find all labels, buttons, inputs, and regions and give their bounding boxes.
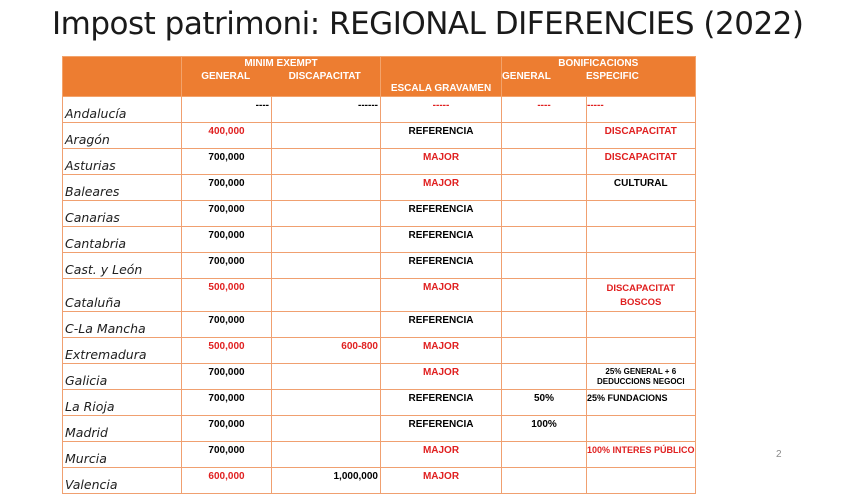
bon-especific-cell [587, 201, 696, 227]
table-row [63, 390, 696, 416]
escala-cell: MAJOR [381, 149, 502, 175]
bon-general-cell [502, 227, 587, 253]
bon-general-cell [502, 123, 587, 149]
region-cell: La Rioja [63, 390, 182, 416]
discapacitat-cell [272, 312, 381, 338]
escala-cell: MAJOR [381, 442, 502, 468]
slide-title: Impost patrimoni: REGIONAL DIFERENCIES (2022) [52, 6, 804, 42]
bon-especific-cell: 25% FUNDACIONS [587, 390, 696, 416]
discapacitat-label: DISCAPACITAT [288, 71, 361, 82]
general-cell: 700,000 [182, 149, 272, 175]
general-cell: 700,000 [182, 175, 272, 201]
bon-especific-cell: 25% GENERAL + 6 DEDUCCIONS NEGOCI [587, 364, 696, 390]
bon-general-cell [502, 468, 587, 494]
general-cell: ---- [182, 97, 272, 123]
general-cell: 700,000 [182, 442, 272, 468]
header-escala: ESCALA GRAVAMEN [381, 57, 502, 97]
region-cell: Galicia [63, 364, 182, 390]
header-region [63, 57, 182, 97]
table-row [63, 175, 696, 201]
general-cell: 500,000 [182, 338, 272, 364]
discapacitat-cell [272, 442, 381, 468]
region-cell: Andalucía [63, 97, 182, 123]
general-cell: 600,000 [182, 468, 272, 494]
bonificacions-label: BONIFICACIONS [558, 58, 639, 69]
escala-cell: REFERENCIA [381, 416, 502, 442]
general-cell: 500,000 [182, 279, 272, 312]
header-row [63, 57, 696, 97]
bon-especific-cell: DISCAPACITAT [587, 149, 696, 175]
minim-exempt-label: MINIM EXEMPT [244, 58, 318, 69]
escala-cell: MAJOR [381, 468, 502, 494]
escala-cell: ----- [381, 97, 502, 123]
bon-especific-cell [587, 253, 696, 279]
bon-general-cell [502, 253, 587, 279]
region-cell: Extremadura [63, 338, 182, 364]
discapacitat-cell [272, 364, 381, 390]
table-row [63, 468, 696, 494]
region-cell: Aragón [63, 123, 182, 149]
region-cell: Cantabria [63, 227, 182, 253]
table-row [63, 279, 696, 312]
bon-especific-cell: CULTURAL [587, 175, 696, 201]
general-cell: 400,000 [182, 123, 272, 149]
bon-general-cell [502, 364, 587, 390]
table-row [63, 364, 696, 390]
bon-general-cell [502, 201, 587, 227]
escala-cell: MAJOR [381, 338, 502, 364]
escala-cell: REFERENCIA [381, 253, 502, 279]
bon-especific-cell: DISCAPACITAT [587, 123, 696, 149]
region-cell: C-La Mancha [63, 312, 182, 338]
escala-cell: REFERENCIA [381, 312, 502, 338]
table-row [63, 123, 696, 149]
escala-cell: MAJOR [381, 175, 502, 201]
general-cell: 700,000 [182, 201, 272, 227]
discapacitat-cell: ------ [272, 97, 381, 123]
bon-general-cell: 100% [502, 416, 587, 442]
regional-table [62, 56, 696, 494]
discapacitat-cell [272, 416, 381, 442]
general-cell: 700,000 [182, 416, 272, 442]
discapacitat-cell [272, 149, 381, 175]
discapacitat-cell: 600-800 [272, 338, 381, 364]
bon-general-cell [502, 279, 587, 312]
bon-general-cell [502, 312, 587, 338]
discapacitat-cell [272, 227, 381, 253]
bon-especific-cell [587, 338, 696, 364]
table-row [63, 312, 696, 338]
bon-general-cell: 50% [502, 390, 587, 416]
general-cell: 700,000 [182, 312, 272, 338]
table-row [63, 201, 696, 227]
table-row [63, 227, 696, 253]
bon-especific-label: ESPECIFIC [586, 71, 639, 82]
escala-cell: REFERENCIA [381, 227, 502, 253]
general-cell: 700,000 [182, 253, 272, 279]
escala-cell: MAJOR [381, 279, 502, 312]
discapacitat-cell [272, 390, 381, 416]
table-row [63, 97, 696, 123]
region-cell: Baleares [63, 175, 182, 201]
general-cell: 700,000 [182, 390, 272, 416]
escala-cell: REFERENCIA [381, 123, 502, 149]
bon-especific-cell [587, 468, 696, 494]
discapacitat-cell [272, 279, 381, 312]
region-cell: Madrid [63, 416, 182, 442]
bon-especific-cell: 100% INTERES PÚBLICO [587, 442, 696, 468]
discapacitat-cell [272, 201, 381, 227]
bon-general-cell [502, 175, 587, 201]
escala-cell: MAJOR [381, 364, 502, 390]
table-row [63, 416, 696, 442]
header-bonificacions [502, 57, 696, 97]
table-row [63, 149, 696, 175]
region-cell: Asturias [63, 149, 182, 175]
bon-general-cell: ---- [502, 97, 587, 123]
bon-general-cell [502, 442, 587, 468]
bon-especific-cell: DISCAPACITAT BOSCOS [587, 279, 696, 312]
bon-general-label: GENERAL [502, 71, 551, 82]
general-cell: 700,000 [182, 227, 272, 253]
general-label: GENERAL [201, 71, 251, 82]
region-cell: Valencia [63, 468, 182, 494]
table-row [63, 338, 696, 364]
bon-especific-cell [587, 312, 696, 338]
discapacitat-cell [272, 175, 381, 201]
bon-especific-cell: ----- [587, 97, 696, 123]
escala-cell: REFERENCIA [381, 201, 502, 227]
bon-general-cell [502, 338, 587, 364]
table-row [63, 253, 696, 279]
general-cell: 700,000 [182, 364, 272, 390]
discapacitat-cell [272, 253, 381, 279]
bon-general-cell [502, 149, 587, 175]
discapacitat-cell: 1,000,000 [272, 468, 381, 494]
discapacitat-cell [272, 123, 381, 149]
region-cell: Cast. y León [63, 253, 182, 279]
region-cell: Canarias [63, 201, 182, 227]
region-cell: Murcia [63, 442, 182, 468]
table-row [63, 442, 696, 468]
escala-cell: REFERENCIA [381, 390, 502, 416]
slide-number: 2 [776, 449, 782, 460]
header-minim-exempt [182, 57, 381, 97]
region-cell: Cataluña [63, 279, 182, 312]
bon-especific-cell [587, 227, 696, 253]
bon-especific-cell [587, 416, 696, 442]
